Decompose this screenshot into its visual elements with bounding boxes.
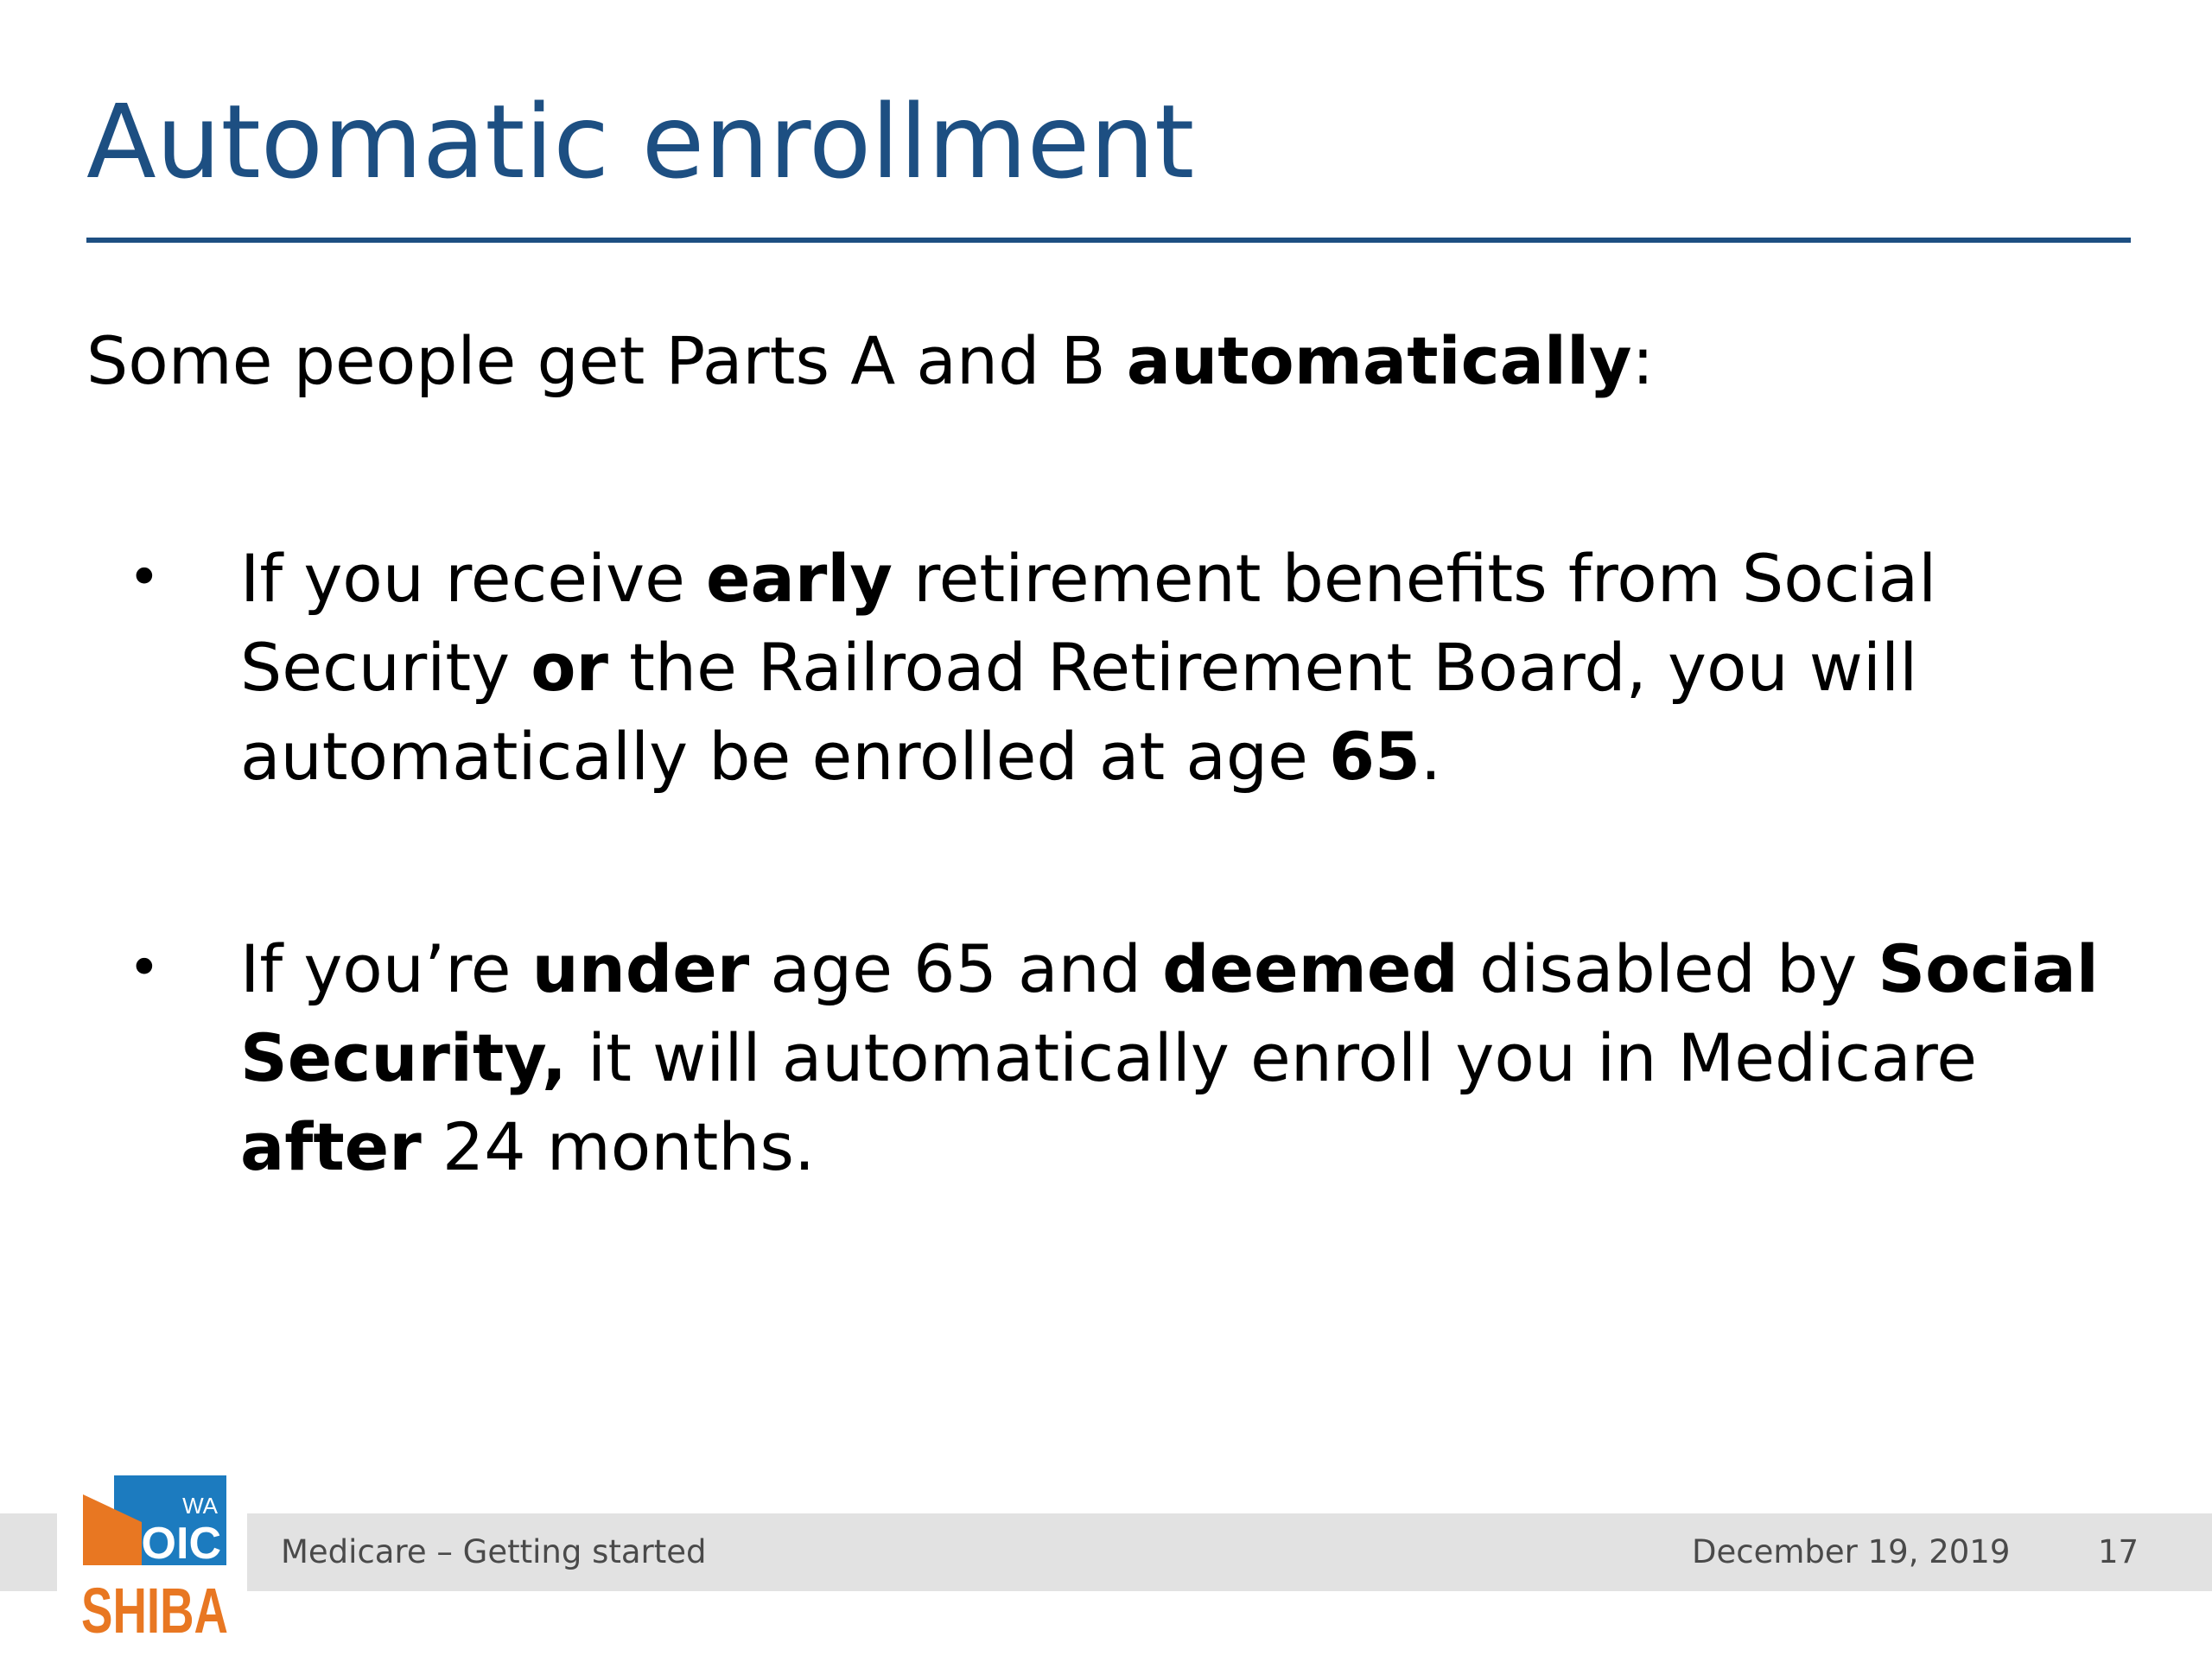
bullet-text-plain: If you’re — [240, 930, 532, 1007]
title-divider — [86, 238, 2131, 243]
bullet-text-bold: deemed — [1162, 930, 1459, 1007]
bullet-text-plain: If you receive — [240, 540, 707, 617]
bullet-text-plain: disabled by — [1458, 930, 1878, 1007]
logo-oic-text: OIC — [141, 1519, 221, 1569]
logo-shiba-text: SHIBA — [81, 1575, 228, 1646]
intro-text-suffix: : — [1631, 322, 1655, 399]
bullet-text-plain: it will automatically enroll you in Medicare — [566, 1019, 1977, 1096]
bullet-text-plain: the Railroad Retirement Board, you will automatically be enrolled at age — [240, 629, 1918, 795]
intro-text-plain: Some people get Parts A and B — [86, 322, 1127, 399]
bullet-text-bold: after — [240, 1108, 422, 1185]
oic-shiba-logo — [57, 1469, 247, 1659]
bullet-text — [240, 924, 2133, 1191]
footer-date: December 19, 2019 — [1692, 1533, 2011, 1570]
footer-presentation-title: Medicare – Getting started — [281, 1533, 707, 1570]
slide-title: Automatic enrollment — [86, 82, 1195, 201]
bullet-text-bold: Social Security, — [240, 930, 2099, 1096]
bullet-text-bold: under — [531, 930, 750, 1007]
logo-wa-text: WA — [182, 1493, 218, 1519]
bullet-text-plain: age 65 and — [749, 930, 1163, 1007]
bullet-text-plain: retirement benefits from Social Security — [240, 540, 1937, 706]
bullet-text-bold: early — [706, 540, 893, 617]
footer-page-number: 17 — [2098, 1533, 2139, 1570]
bullet-marker: • — [128, 936, 161, 1000]
intro-text-bold: automatically — [1126, 322, 1632, 399]
bullet-marker: • — [128, 546, 161, 610]
bullet-text-bold: or — [531, 629, 608, 706]
logo-graphic — [57, 1469, 247, 1659]
intro-text — [86, 321, 1654, 400]
bullet-text — [240, 534, 2133, 801]
bullet-text-plain: 24 months. — [421, 1108, 816, 1185]
bullet-text-plain: . — [1420, 718, 1442, 795]
bullet-text-bold: 65 — [1329, 718, 1421, 795]
